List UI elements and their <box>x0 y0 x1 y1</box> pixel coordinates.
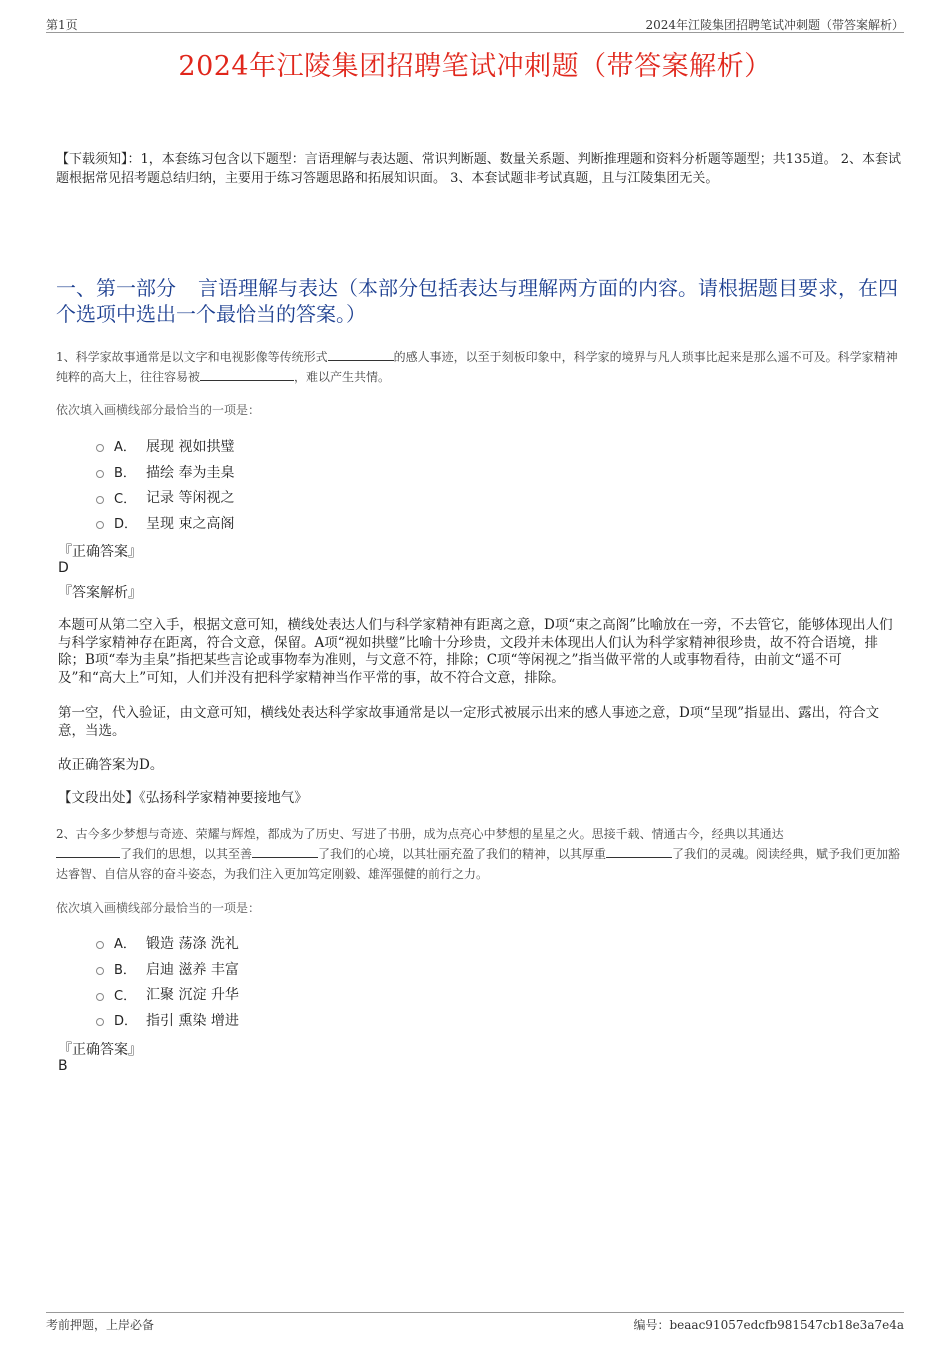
page-title: 2024年江陵集团招聘笔试冲刺题（带答案解析） <box>178 51 772 82</box>
question-2-prompt: 依次填入画横线部分最恰当的一项是： <box>56 901 261 915</box>
source-citation: 【文段出处】《弘扬科学家精神要接地气》 <box>58 790 308 806</box>
option-c[interactable]: C． 汇聚 沉淀 升华 <box>96 981 239 1007</box>
download-notice: 【下载须知】：1，本套练习包含以下题型：言语理解与表达题、常识判断题、数量关系题、判断推理题和资料分析题等题型；共135道。 2、本套试题根据常见招考题总结归纳，主要用于练习答题思路和拓展知识面。 3、本套试题非考试真题，且与江陵集团无关。 <box>56 152 901 186</box>
answer-label: 『正确答案』 <box>58 1042 142 1058</box>
blank-line <box>606 845 672 858</box>
analysis-conclusion: 故正确答案为D。 <box>58 757 164 773</box>
radio-icon[interactable] <box>96 993 104 1001</box>
answer-value: D <box>58 560 69 576</box>
section-heading <box>56 275 901 327</box>
analysis-paragraph: 本题可从第二空入手，根据文意可知，横线处表达人们与科学家精神有距离之意，D项“束之高阁”比喻放在一旁，不去管它，能够体现出人们与科学家精神存在距离，符合文意，保留。A项“视如拱璧”比喻十分珍贵，文段并未体现出人们认为科学家精神很珍贵，故不符合语境，排除；B项“奉为圭臬”指把某些言论或事物奉为准则，与文意不符，排除；C项“等闲视之”指当做平常的人或事物看待，由前文“遥不可及”和“高大上”可知，人们并没有把科学家精神当作平常的事，故不符合文意，排除。 <box>58 617 893 686</box>
option-b[interactable]: B． 描绘 奉为圭臬 <box>96 459 234 485</box>
blank-line <box>200 368 294 381</box>
radio-icon[interactable] <box>96 444 104 452</box>
option-d[interactable]: D． 呈现 束之高阁 <box>96 510 234 536</box>
option-a[interactable]: A． 展现 视如拱璧 <box>96 433 234 459</box>
question-1-options <box>96 433 234 536</box>
radio-icon[interactable] <box>96 941 104 949</box>
section-label: 一、第一部分 <box>56 276 176 300</box>
question-1-stem: 1、科学家故事通常是以文字和电视影像等传统形式 的感人事迹，以至于刻板印象中，科学家的境界与凡人琐事比起来是那么遥不可及。科学家精神纯粹的高大上，往往容易被 ，难以产生共情。 <box>56 350 898 384</box>
radio-icon[interactable] <box>96 967 104 975</box>
blank-line <box>328 348 394 361</box>
radio-icon[interactable] <box>96 1018 104 1026</box>
page-footer <box>46 1312 904 1333</box>
page-header <box>46 14 904 33</box>
answer-value: B <box>58 1058 68 1074</box>
option-a[interactable]: A． 锻造 荡涤 洗礼 <box>96 930 239 956</box>
question-2-options <box>96 930 239 1033</box>
option-d[interactable]: D． 指引 熏染 增进 <box>96 1007 239 1033</box>
radio-icon[interactable] <box>96 521 104 529</box>
analysis-paragraph: 第一空，代入验证，由文意可知，横线处表达科学家故事通常是以一定形式被展示出来的感人事迹之意，D项“呈现”指显出、露出，符合文意，当选。 <box>58 705 880 739</box>
blank-line <box>56 845 120 858</box>
option-b[interactable]: B． 启迪 滋养 丰富 <box>96 956 239 982</box>
footer-doc-id: 编号：beaac91057edcfb981547cb18e3a7e4a <box>633 1318 904 1332</box>
page-number: 第1页 <box>46 18 78 32</box>
radio-icon[interactable] <box>96 470 104 478</box>
question-2-stem: 2、古今多少梦想与奇迹、荣耀与辉煌，都成为了历史、写进了书册，成为点亮心中梦想的星星之火。思接千载、情通古今，经典以其通达 了我们的思想，以其至善 了我们的心境，以其壮丽充盈了我们的精神，以其厚重 了我们的灵魂。阅读经典，赋予我们更加豁达睿智、自信从容的奋斗姿态，为我们注入更加笃定刚毅、雄浑强健的前行之力。 <box>56 827 901 881</box>
header-doc-title: 2024年江陵集团招聘笔试冲刺题（带答案解析） <box>645 18 904 32</box>
blank-line <box>252 845 318 858</box>
question-1-prompt: 依次填入画横线部分最恰当的一项是： <box>56 403 261 417</box>
radio-icon[interactable] <box>96 496 104 504</box>
answer-label: 『正确答案』 <box>58 544 142 560</box>
section-text: 言语理解与表达（本部分包括表达与理解两方面的内容。请根据题目要求，在四个选项中选出一个最恰当的答案。） <box>56 276 898 326</box>
footer-slogan: 考前押题，上岸必备 <box>46 1318 155 1332</box>
option-c[interactable]: C． 记录 等闲视之 <box>96 484 234 510</box>
analysis-label: 『答案解析』 <box>58 585 142 601</box>
